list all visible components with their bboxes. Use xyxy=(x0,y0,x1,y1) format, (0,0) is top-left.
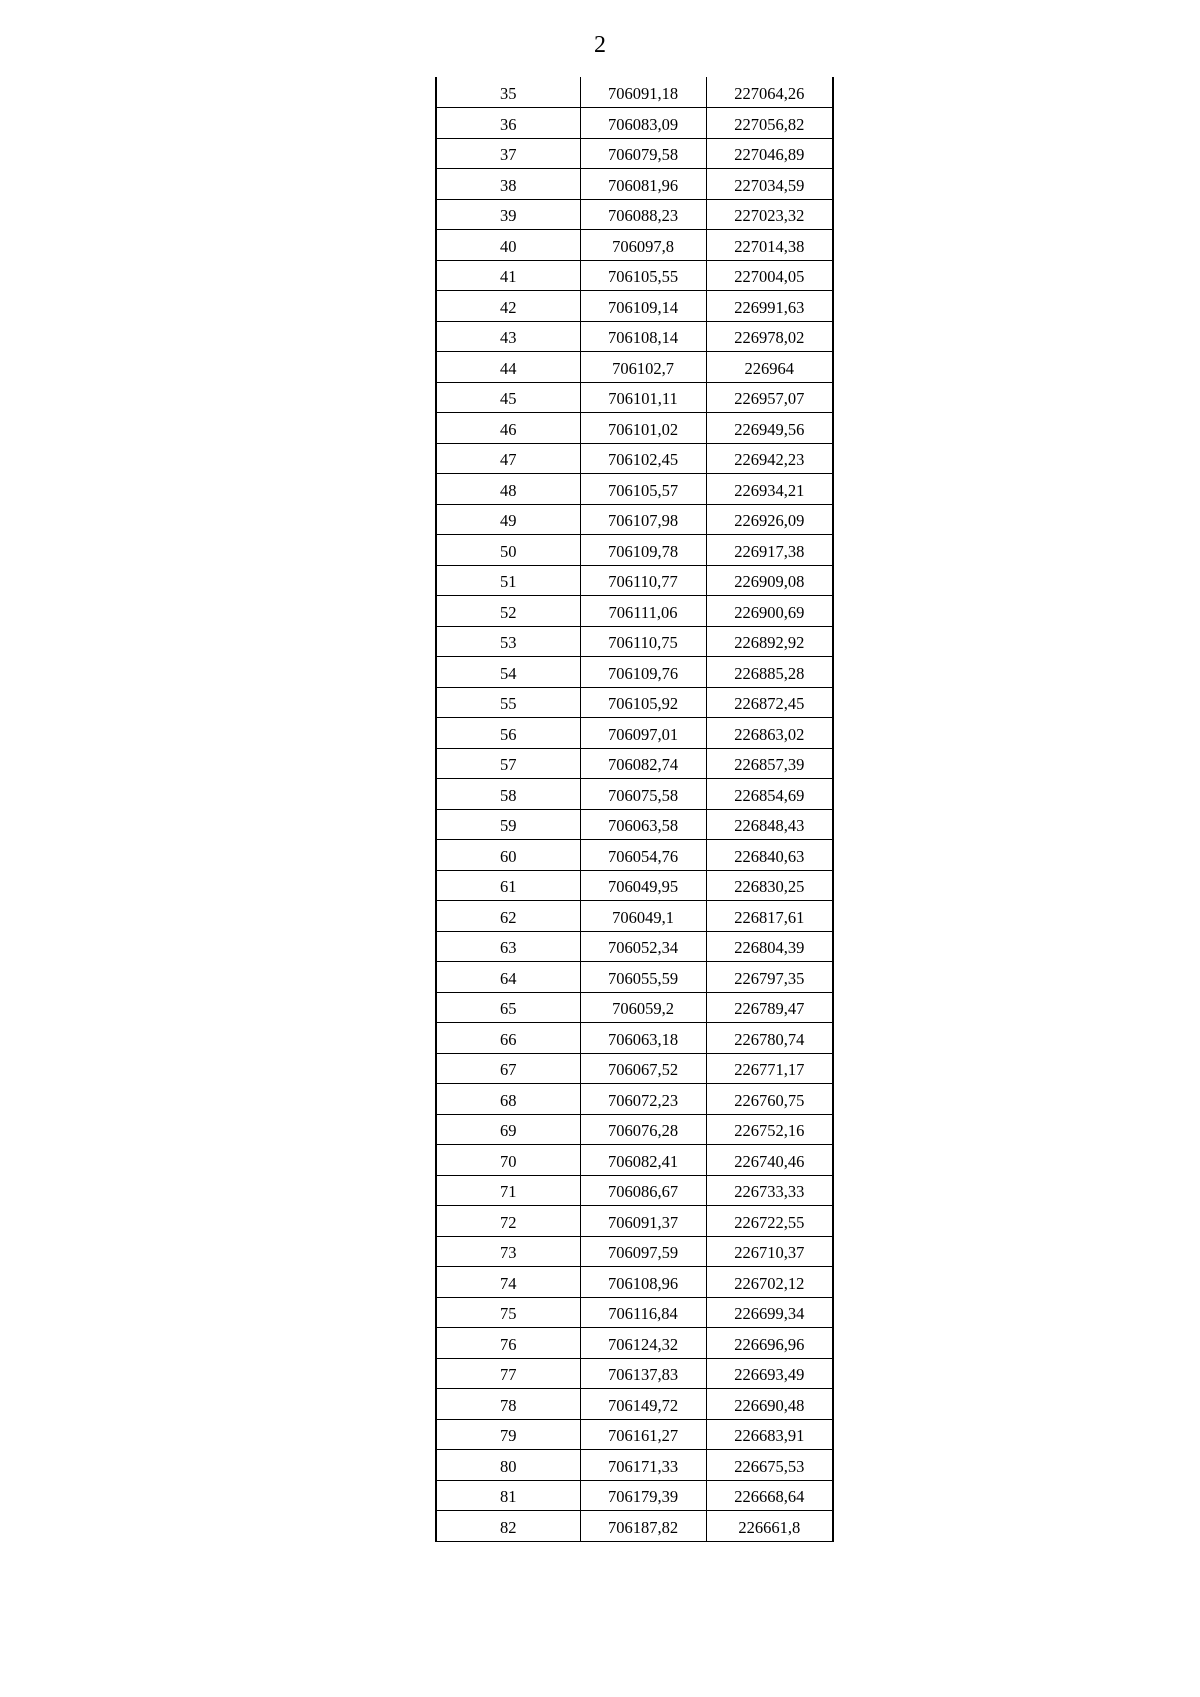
y-coordinate-cell: 226817,61 xyxy=(706,901,833,932)
x-coordinate-cell: 706083,09 xyxy=(580,108,706,139)
point-number-cell: 57 xyxy=(436,748,580,779)
point-number-cell: 82 xyxy=(436,1511,580,1542)
x-coordinate-cell: 706105,57 xyxy=(580,474,706,505)
x-coordinate-cell: 706091,37 xyxy=(580,1206,706,1237)
table-row xyxy=(436,1206,833,1237)
y-coordinate-cell: 226909,08 xyxy=(706,565,833,596)
point-number-cell: 66 xyxy=(436,1023,580,1054)
x-coordinate-cell: 706179,39 xyxy=(580,1480,706,1511)
table-row xyxy=(436,1480,833,1511)
page-number: 2 xyxy=(594,32,606,58)
x-coordinate-cell: 706105,55 xyxy=(580,260,706,291)
table-row xyxy=(436,1023,833,1054)
x-coordinate-cell: 706124,32 xyxy=(580,1328,706,1359)
y-coordinate-cell: 226696,96 xyxy=(706,1328,833,1359)
table-row xyxy=(436,992,833,1023)
x-coordinate-cell: 706075,58 xyxy=(580,779,706,810)
table-row xyxy=(436,260,833,291)
table-row xyxy=(436,779,833,810)
y-coordinate-cell: 227014,38 xyxy=(706,230,833,261)
table-row xyxy=(436,931,833,962)
point-number-cell: 44 xyxy=(436,352,580,383)
point-number-cell: 61 xyxy=(436,870,580,901)
point-number-cell: 75 xyxy=(436,1297,580,1328)
x-coordinate-cell: 706049,95 xyxy=(580,870,706,901)
y-coordinate-cell: 227046,89 xyxy=(706,138,833,169)
table-row xyxy=(436,962,833,993)
point-number-cell: 59 xyxy=(436,809,580,840)
x-coordinate-cell: 706161,27 xyxy=(580,1419,706,1450)
table-row xyxy=(436,352,833,383)
y-coordinate-cell: 226668,64 xyxy=(706,1480,833,1511)
point-number-cell: 56 xyxy=(436,718,580,749)
y-coordinate-cell: 226690,48 xyxy=(706,1389,833,1420)
point-number-cell: 68 xyxy=(436,1084,580,1115)
point-number-cell: 67 xyxy=(436,1053,580,1084)
x-coordinate-cell: 706054,76 xyxy=(580,840,706,871)
y-coordinate-cell: 227056,82 xyxy=(706,108,833,139)
table-row xyxy=(436,1267,833,1298)
y-coordinate-cell: 226885,28 xyxy=(706,657,833,688)
y-coordinate-cell: 227034,59 xyxy=(706,169,833,200)
point-number-cell: 71 xyxy=(436,1175,580,1206)
x-coordinate-cell: 706097,8 xyxy=(580,230,706,261)
point-number-cell: 76 xyxy=(436,1328,580,1359)
y-coordinate-cell: 226771,17 xyxy=(706,1053,833,1084)
table-row xyxy=(436,657,833,688)
x-coordinate-cell: 706101,11 xyxy=(580,382,706,413)
point-number-cell: 37 xyxy=(436,138,580,169)
table-row xyxy=(436,230,833,261)
table-row xyxy=(436,1450,833,1481)
point-number-cell: 78 xyxy=(436,1389,580,1420)
y-coordinate-cell: 226780,74 xyxy=(706,1023,833,1054)
y-coordinate-cell: 226964 xyxy=(706,352,833,383)
y-coordinate-cell: 226675,53 xyxy=(706,1450,833,1481)
x-coordinate-cell: 706079,58 xyxy=(580,138,706,169)
table-row xyxy=(436,321,833,352)
x-coordinate-cell: 706109,78 xyxy=(580,535,706,566)
point-number-cell: 81 xyxy=(436,1480,580,1511)
y-coordinate-cell: 226926,09 xyxy=(706,504,833,535)
table-row xyxy=(436,443,833,474)
point-number-cell: 79 xyxy=(436,1419,580,1450)
y-coordinate-cell: 226699,34 xyxy=(706,1297,833,1328)
point-number-cell: 46 xyxy=(436,413,580,444)
table-row xyxy=(436,1084,833,1115)
table-row xyxy=(436,1297,833,1328)
table-row xyxy=(436,901,833,932)
table-row xyxy=(436,809,833,840)
table-row xyxy=(436,504,833,535)
x-coordinate-cell: 706091,18 xyxy=(580,77,706,108)
x-coordinate-cell: 706109,76 xyxy=(580,657,706,688)
table-row xyxy=(436,413,833,444)
x-coordinate-cell: 706110,77 xyxy=(580,565,706,596)
y-coordinate-cell: 227064,26 xyxy=(706,77,833,108)
y-coordinate-cell: 226693,49 xyxy=(706,1358,833,1389)
point-number-cell: 42 xyxy=(436,291,580,322)
table-row xyxy=(436,1236,833,1267)
table-row xyxy=(436,535,833,566)
point-number-cell: 39 xyxy=(436,199,580,230)
y-coordinate-cell: 226863,02 xyxy=(706,718,833,749)
x-coordinate-cell: 706116,84 xyxy=(580,1297,706,1328)
x-coordinate-cell: 706137,83 xyxy=(580,1358,706,1389)
table-row xyxy=(436,1053,833,1084)
point-number-cell: 40 xyxy=(436,230,580,261)
table-row xyxy=(436,138,833,169)
point-number-cell: 65 xyxy=(436,992,580,1023)
table-row xyxy=(436,474,833,505)
table-row xyxy=(436,1328,833,1359)
x-coordinate-cell: 706111,06 xyxy=(580,596,706,627)
table-row xyxy=(436,1358,833,1389)
x-coordinate-cell: 706110,75 xyxy=(580,626,706,657)
point-number-cell: 72 xyxy=(436,1206,580,1237)
point-number-cell: 45 xyxy=(436,382,580,413)
x-coordinate-cell: 706072,23 xyxy=(580,1084,706,1115)
x-coordinate-cell: 706049,1 xyxy=(580,901,706,932)
table-row xyxy=(436,291,833,322)
point-number-cell: 63 xyxy=(436,931,580,962)
table-row xyxy=(436,870,833,901)
table-row xyxy=(436,1114,833,1145)
table-row xyxy=(436,718,833,749)
y-coordinate-cell: 226934,21 xyxy=(706,474,833,505)
y-coordinate-cell: 226854,69 xyxy=(706,779,833,810)
y-coordinate-cell: 226830,25 xyxy=(706,870,833,901)
y-coordinate-cell: 226957,07 xyxy=(706,382,833,413)
x-coordinate-cell: 706086,67 xyxy=(580,1175,706,1206)
y-coordinate-cell: 226949,56 xyxy=(706,413,833,444)
table-row xyxy=(436,1419,833,1450)
point-number-cell: 52 xyxy=(436,596,580,627)
point-number-cell: 36 xyxy=(436,108,580,139)
point-number-cell: 41 xyxy=(436,260,580,291)
point-number-cell: 69 xyxy=(436,1114,580,1145)
x-coordinate-cell: 706088,23 xyxy=(580,199,706,230)
y-coordinate-cell: 226710,37 xyxy=(706,1236,833,1267)
point-number-cell: 54 xyxy=(436,657,580,688)
x-coordinate-cell: 706081,96 xyxy=(580,169,706,200)
point-number-cell: 51 xyxy=(436,565,580,596)
x-coordinate-cell: 706107,98 xyxy=(580,504,706,535)
x-coordinate-cell: 706097,59 xyxy=(580,1236,706,1267)
table-row xyxy=(436,169,833,200)
x-coordinate-cell: 706108,96 xyxy=(580,1267,706,1298)
y-coordinate-cell: 226722,55 xyxy=(706,1206,833,1237)
y-coordinate-cell: 226789,47 xyxy=(706,992,833,1023)
y-coordinate-cell: 226872,45 xyxy=(706,687,833,718)
table-row xyxy=(436,199,833,230)
coordinates-table xyxy=(435,77,834,1542)
table-row xyxy=(436,1175,833,1206)
x-coordinate-cell: 706052,34 xyxy=(580,931,706,962)
y-coordinate-cell: 226740,46 xyxy=(706,1145,833,1176)
table-row xyxy=(436,77,833,108)
table-row xyxy=(436,108,833,139)
point-number-cell: 58 xyxy=(436,779,580,810)
x-coordinate-cell: 706171,33 xyxy=(580,1450,706,1481)
x-coordinate-cell: 706082,41 xyxy=(580,1145,706,1176)
point-number-cell: 62 xyxy=(436,901,580,932)
point-number-cell: 60 xyxy=(436,840,580,871)
x-coordinate-cell: 706067,52 xyxy=(580,1053,706,1084)
x-coordinate-cell: 706063,58 xyxy=(580,809,706,840)
table-row xyxy=(436,748,833,779)
point-number-cell: 77 xyxy=(436,1358,580,1389)
point-number-cell: 49 xyxy=(436,504,580,535)
table-row xyxy=(436,596,833,627)
x-coordinate-cell: 706059,2 xyxy=(580,992,706,1023)
table-row xyxy=(436,565,833,596)
x-coordinate-cell: 706187,82 xyxy=(580,1511,706,1542)
point-number-cell: 50 xyxy=(436,535,580,566)
y-coordinate-cell: 227004,05 xyxy=(706,260,833,291)
y-coordinate-cell: 226848,43 xyxy=(706,809,833,840)
point-number-cell: 74 xyxy=(436,1267,580,1298)
point-number-cell: 70 xyxy=(436,1145,580,1176)
x-coordinate-cell: 706108,14 xyxy=(580,321,706,352)
y-coordinate-cell: 226892,92 xyxy=(706,626,833,657)
x-coordinate-cell: 706101,02 xyxy=(580,413,706,444)
point-number-cell: 43 xyxy=(436,321,580,352)
y-coordinate-cell: 226683,91 xyxy=(706,1419,833,1450)
point-number-cell: 80 xyxy=(436,1450,580,1481)
table-row xyxy=(436,382,833,413)
y-coordinate-cell: 226661,8 xyxy=(706,1511,833,1542)
x-coordinate-cell: 706097,01 xyxy=(580,718,706,749)
table-row xyxy=(436,840,833,871)
y-coordinate-cell: 226760,75 xyxy=(706,1084,833,1115)
y-coordinate-cell: 226840,63 xyxy=(706,840,833,871)
table-row xyxy=(436,1511,833,1542)
point-number-cell: 38 xyxy=(436,169,580,200)
y-coordinate-cell: 226900,69 xyxy=(706,596,833,627)
x-coordinate-cell: 706102,7 xyxy=(580,352,706,383)
point-number-cell: 73 xyxy=(436,1236,580,1267)
point-number-cell: 55 xyxy=(436,687,580,718)
point-number-cell: 64 xyxy=(436,962,580,993)
point-number-cell: 35 xyxy=(436,77,580,108)
y-coordinate-cell: 226991,63 xyxy=(706,291,833,322)
point-number-cell: 47 xyxy=(436,443,580,474)
y-coordinate-cell: 226804,39 xyxy=(706,931,833,962)
x-coordinate-cell: 706149,72 xyxy=(580,1389,706,1420)
y-coordinate-cell: 226978,02 xyxy=(706,321,833,352)
y-coordinate-cell: 226733,33 xyxy=(706,1175,833,1206)
point-number-cell: 48 xyxy=(436,474,580,505)
table-row xyxy=(436,1389,833,1420)
x-coordinate-cell: 706109,14 xyxy=(580,291,706,322)
point-number-cell: 53 xyxy=(436,626,580,657)
x-coordinate-cell: 706105,92 xyxy=(580,687,706,718)
x-coordinate-cell: 706082,74 xyxy=(580,748,706,779)
x-coordinate-cell: 706076,28 xyxy=(580,1114,706,1145)
x-coordinate-cell: 706063,18 xyxy=(580,1023,706,1054)
y-coordinate-cell: 226942,23 xyxy=(706,443,833,474)
y-coordinate-cell: 226797,35 xyxy=(706,962,833,993)
table-row xyxy=(436,1145,833,1176)
y-coordinate-cell: 226917,38 xyxy=(706,535,833,566)
y-coordinate-cell: 227023,32 xyxy=(706,199,833,230)
y-coordinate-cell: 226857,39 xyxy=(706,748,833,779)
y-coordinate-cell: 226752,16 xyxy=(706,1114,833,1145)
coordinates-table-body xyxy=(436,77,833,1541)
y-coordinate-cell: 226702,12 xyxy=(706,1267,833,1298)
x-coordinate-cell: 706102,45 xyxy=(580,443,706,474)
x-coordinate-cell: 706055,59 xyxy=(580,962,706,993)
table-row xyxy=(436,626,833,657)
table-row xyxy=(436,687,833,718)
